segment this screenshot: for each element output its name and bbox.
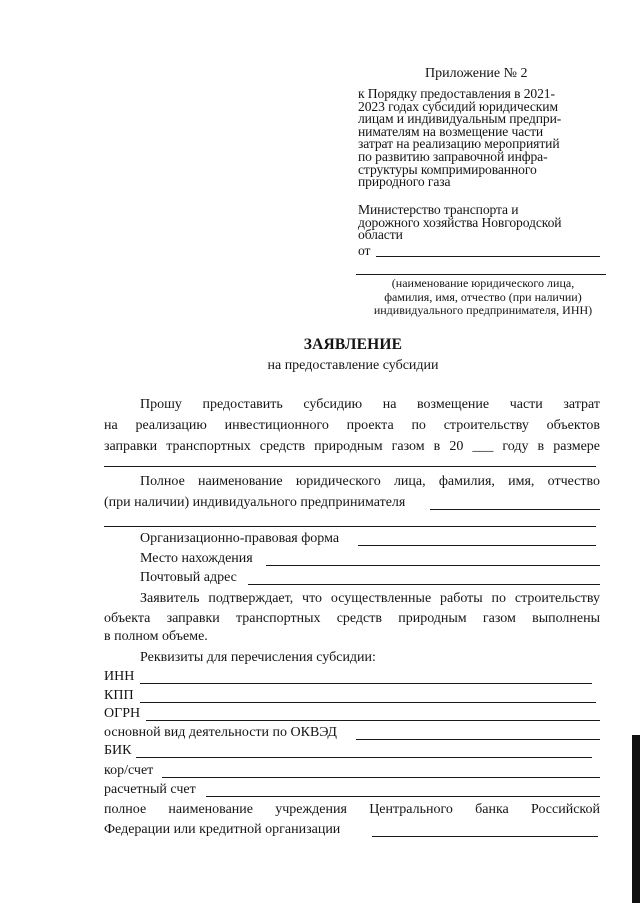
name-fill-line-1: [430, 509, 600, 510]
bik-label: БИК: [104, 743, 132, 758]
appendix-title: Приложение № 2: [425, 66, 528, 81]
from-fill-line: [376, 256, 600, 257]
name-fill-line-2: [104, 526, 596, 527]
bank-line-1: полное наименование учреждения Центрального банка Российской: [104, 802, 600, 817]
appendix-line-5: затрат на реализацию мероприятий: [358, 136, 560, 152]
para1-line-3: заправки транспортных средств природным газом в 20 ___ году в размере: [104, 439, 601, 454]
inn-label: ИНН: [104, 669, 135, 684]
legal-form-fill: [358, 545, 596, 546]
account-fill: [206, 796, 600, 797]
para2-line-2: (при наличии) индивидуального предпринимателя: [104, 495, 406, 510]
ogrn-label: ОГРН: [104, 706, 141, 721]
kpp-fill: [140, 702, 596, 703]
appendix-line-4: нимателям на возмещение части: [358, 123, 544, 139]
ogrn-fill: [146, 720, 600, 721]
para1-line-2: на реализацию инвестиционного проекта по строительству объектов: [104, 418, 601, 433]
postal-fill: [248, 584, 600, 585]
appendix-line-6: по развитию заправочной инфра-: [358, 149, 548, 164]
kpp-label: КПП: [104, 688, 134, 703]
appendix-line-7: структуры компримированного: [358, 161, 537, 177]
appendix-line-1: к Порядку предоставления в 2021-: [358, 86, 555, 101]
bank-fill: [372, 836, 598, 837]
para3-line-2: объекта заправки транспортных средств природным газом выполнены: [104, 611, 600, 626]
from-label: от: [358, 243, 371, 258]
corr-label: кор/счет: [104, 763, 154, 778]
appendix-line-3: лицам и индивидуальным предпри-: [358, 111, 562, 127]
applicant-fill-line: [356, 274, 606, 275]
inn-fill: [140, 683, 592, 684]
appendix-line-2: 2023 годах субсидий юридическим: [358, 98, 558, 114]
bank-line-2: Федерации или кредитной организации: [104, 822, 341, 837]
scan-edge-shadow: [632, 735, 640, 903]
caption-line-3: индивидуального предпринимателя, ИНН): [373, 303, 593, 318]
document-subtitle: на предоставление субсидии: [267, 358, 439, 373]
caption-line-2: фамилия, имя, отчество (при наличии): [384, 289, 582, 304]
requisites-heading: Реквизиты для перечисления субсидии:: [140, 650, 376, 665]
para3-line-3: в полном объеме.: [104, 629, 208, 644]
document-title: ЗАЯВЛЕНИЕ: [303, 336, 403, 353]
bik-fill: [136, 757, 592, 758]
para1-line-1: Прошу предоставить субсидию на возмещение части затрат: [140, 397, 601, 412]
amount-fill-line: [104, 466, 596, 467]
addressee-line-3: области: [358, 227, 403, 243]
addressee-line-1: Министерство транспорта и: [358, 202, 519, 217]
account-label: расчетный счет: [104, 782, 196, 797]
para2-line-1: Полное наименование юридического лица, фамилия, имя, отчество: [140, 474, 601, 489]
okved-label: основной вид деятельности по ОКВЭД: [104, 725, 337, 740]
appendix-line-8: природного газа: [358, 174, 451, 190]
legal-form-label: Организационно-правовая форма: [140, 531, 340, 546]
corr-fill: [162, 777, 600, 778]
location-label: Место нахождения: [140, 551, 253, 566]
para3-line-1: Заявитель подтверждает, что осуществленные работы по строительству: [140, 591, 601, 606]
okved-fill: [356, 739, 600, 740]
caption-line-1: (наименование юридического лица,: [391, 276, 575, 290]
postal-label: Почтовый адрес: [140, 570, 237, 585]
addressee-line-2: дорожного хозяйства Новгородской: [358, 214, 562, 230]
location-fill: [266, 565, 600, 566]
